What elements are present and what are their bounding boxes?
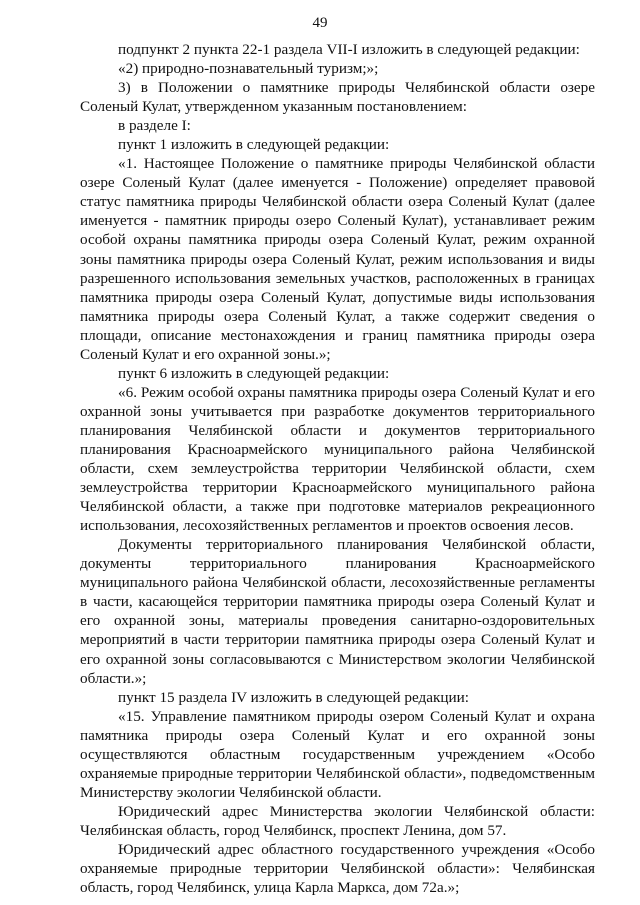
paragraph-point-6-text: «6. Режим особой охраны памятника природы озера Соленый Кулат и его охранной зоны учитывается при разработке документов территориального планирования Челябинской области и документов территориального планирования Красноармейского муниципального района Челябинской области, схем землеустройства территории Челябинской области, схем землеустройства территории Красноармейского муниципального района Челябинской области, а также при подготовке материалов рекреационного использования, лесохозяйственных регламентов и проектов освоения лесов. <box>80 383 595 535</box>
paragraph-point-15-text: «15. Управление памятником природы озером Соленый Кулат и охрана памятника природы озера Соленый Кулат и его охранной зоны осуществляются областным государственным учреждением «Особо охраняемые природные территории Челябинской области», подведомственным Министерству экологии Челябинской области. <box>80 707 595 801</box>
paragraph-point-6-heading: пункт 6 изложить в следующей редакции: <box>118 364 390 382</box>
paragraph-regulation-intro: 3) в Положении о памятнике природы Челябинской области озере Соленый Кулат, утвержденном указанным постановлением: <box>80 79 595 116</box>
paragraph-planning-documents: Документы территориального планирования Челябинской области, документы территориального планирования Красноармейского муниципального района Челябинской области, лесохозяйственные регламенты в части, касающейся территории памятника природы озера Соленый Кулат и его охранной зоны, материалы проведения санитарно-оздоровительных мероприятий в части территории памятника природы озера Соленый Кулат и его охранной зоны согласовываются с Министерством экологии Челябинской области.»; <box>80 536 595 687</box>
paragraph-subpoint-2: подпункт 2 пункта 22-1 раздела VII-I изложить в следующей редакции: <box>118 41 580 58</box>
document-body <box>80 40 595 897</box>
paragraph-institution-address: Юридический адрес областного государственного учреждения «Особо охраняемые природные территории Челябинской области»: Челябинская область, город Челябинск, улица Карла Маркса, дом 72а.»; <box>80 840 595 897</box>
paragraph-section-1: в разделе I: <box>118 117 191 135</box>
paragraph-point-1-heading: пункт 1 изложить в следующей редакции: <box>118 136 390 154</box>
paragraph-point-1-text: «1. Настоящее Положение о памятнике природы Челябинской области озере Соленый Кулат (далее именуется - Положение) определяет правовой статус памятника природы Челябинской области озера Соленый Кулат (далее именуется - памятник природы озеро Соленый Кулат), устанавливает режим особой охраны памятника природы озера Соленый Кулат, режим охранной зоны памятника природы озера Соленый Кулат, режим использования и виды разрешенного использования земельных участков, расположенных в границах памятника природы озера Соленый Кулат, допустимые виды использования памятника природы озера Соленый Кулат, а также содержит сведения о площади, описание местонахождения и границ памятника природы озера Соленый Кулат и его охранной зоны.»; <box>80 155 595 363</box>
page-number: 49 <box>312 15 328 31</box>
paragraph-nature-tourism: «2) природно-познавательный туризм;»; <box>118 60 379 78</box>
paragraph-ministry-address: Юридический адрес Министерства экологии Челябинской области: Челябинская область, город Челябинск, проспект Ленина, дом 57. <box>80 802 595 839</box>
paragraph-point-15-heading: пункт 15 раздела IV изложить в следующей редакции: <box>118 688 469 706</box>
